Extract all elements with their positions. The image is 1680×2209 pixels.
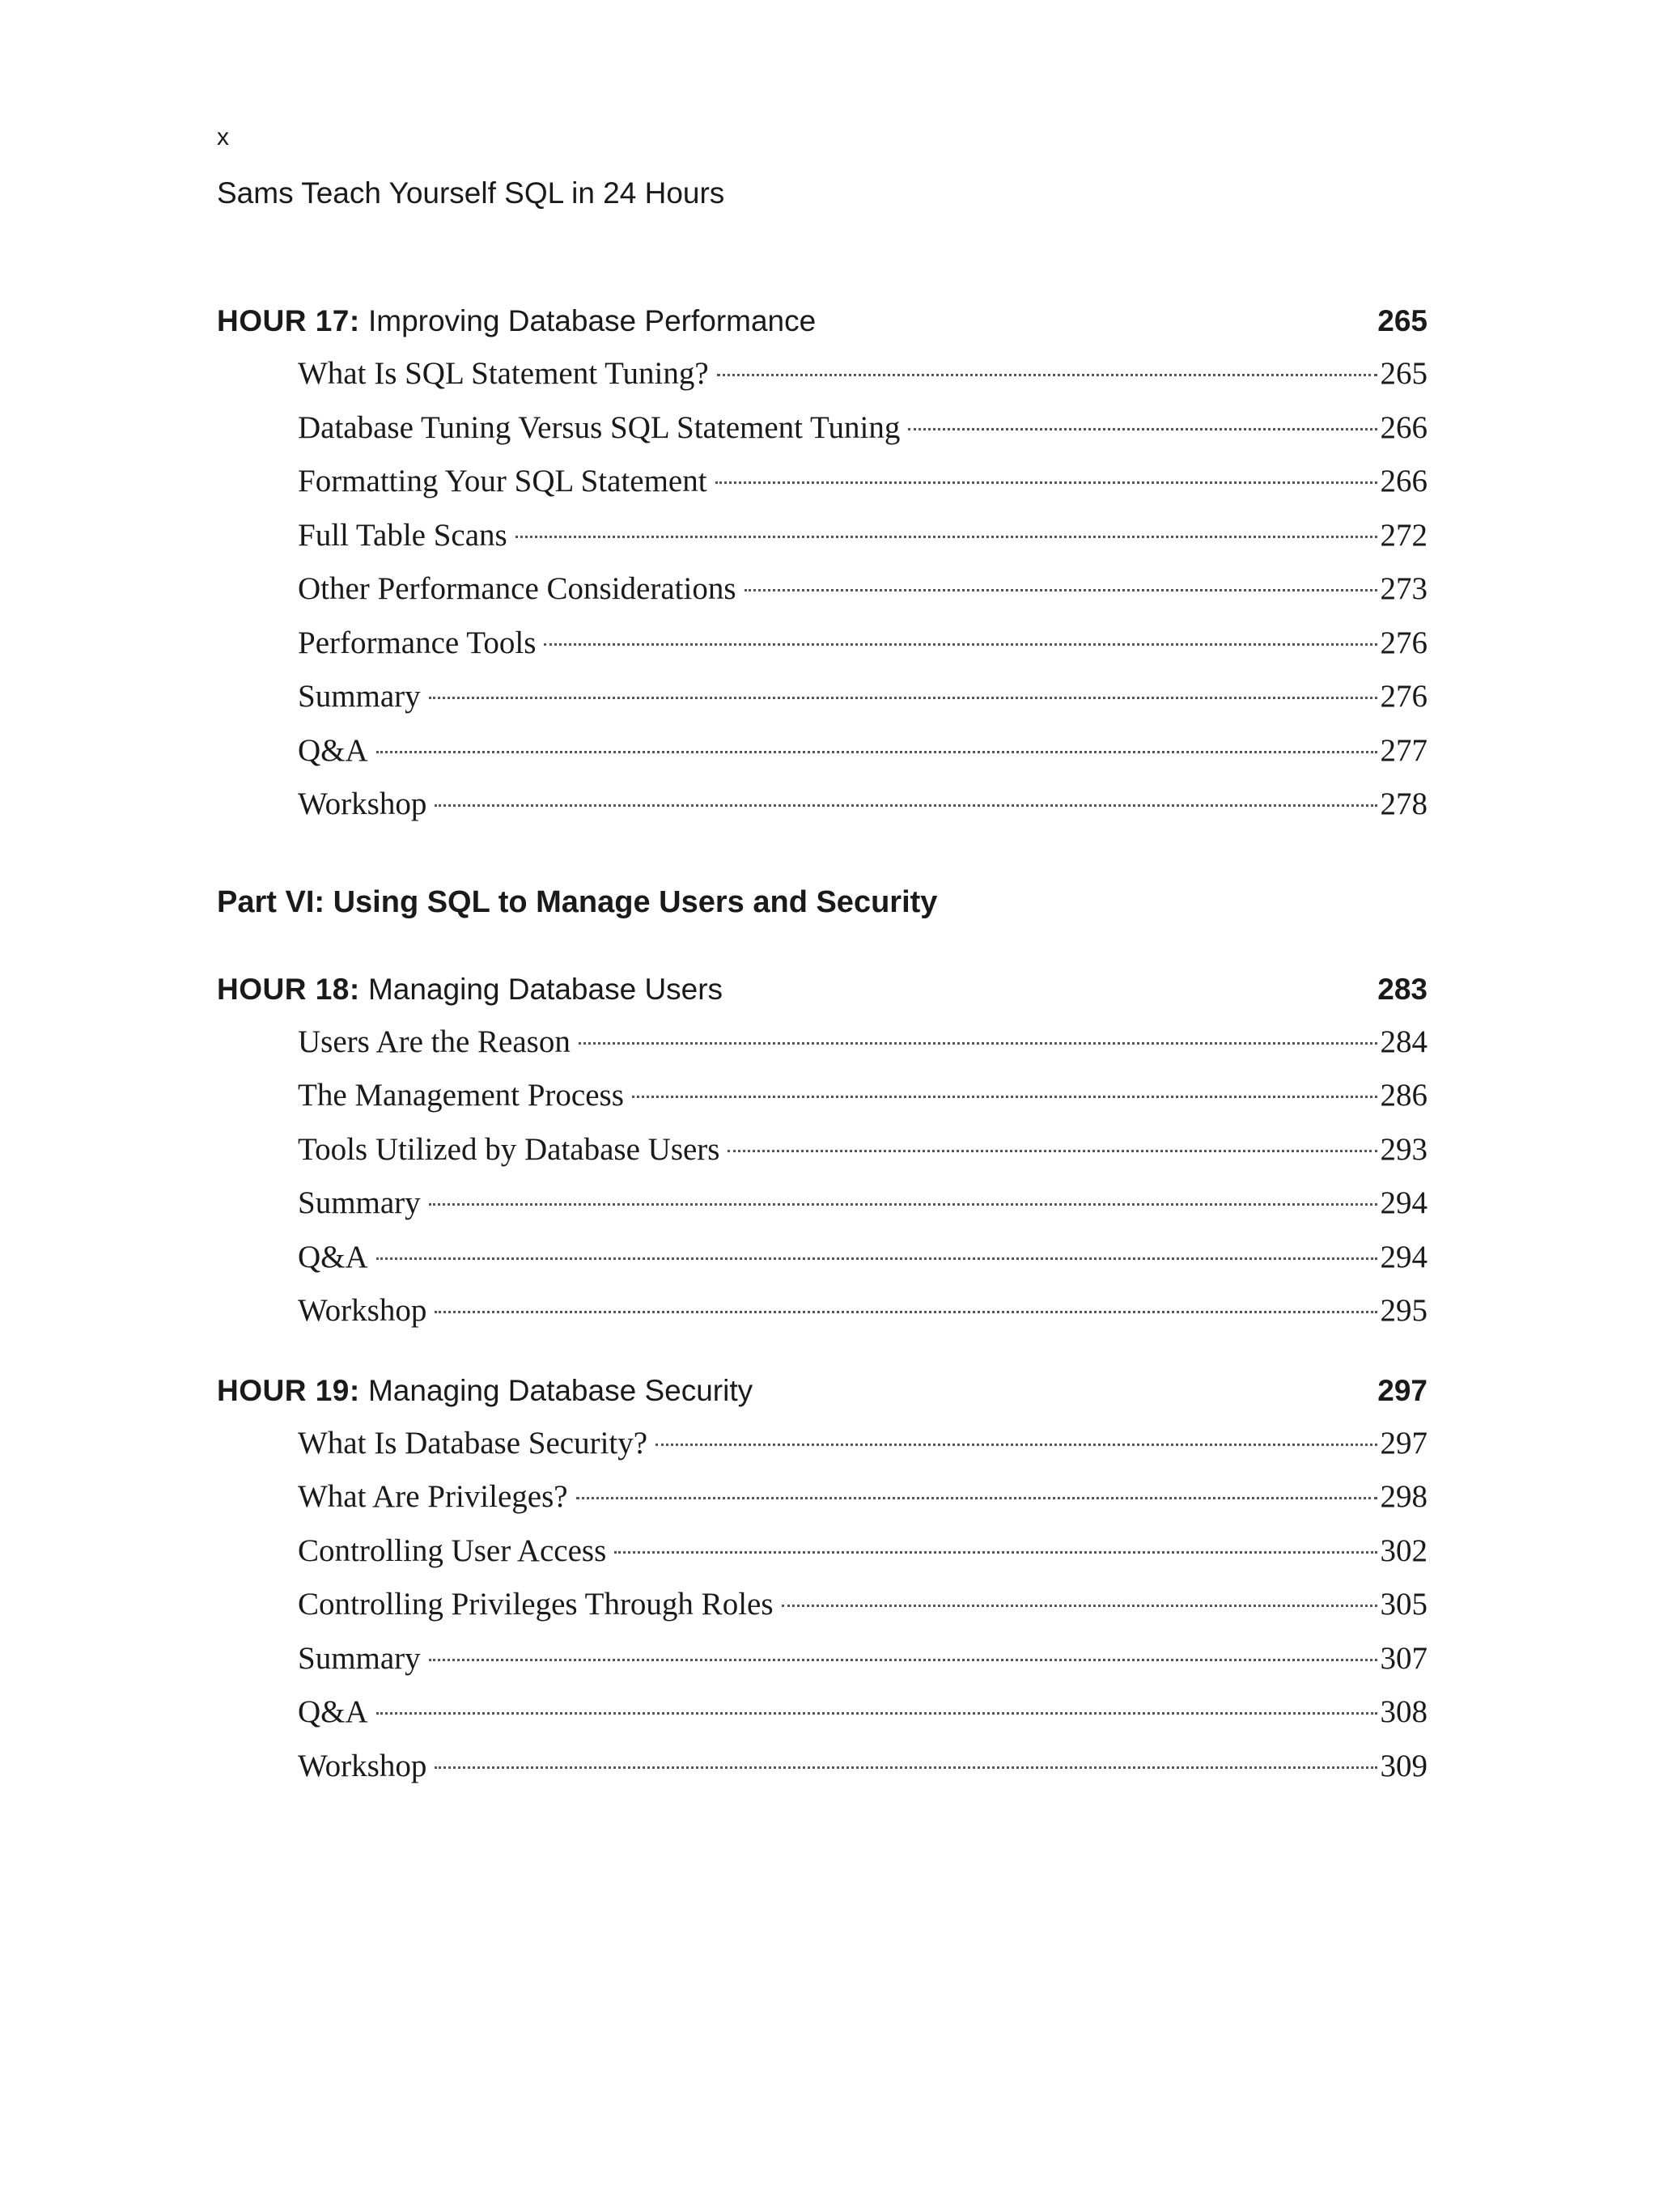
toc-entry-page: 286 (1380, 1078, 1428, 1113)
toc-entry (217, 1740, 1428, 1794)
toc-entry-page: 276 (1380, 679, 1428, 714)
table-of-contents (217, 295, 1428, 1793)
toc-entry-page: 266 (1380, 409, 1428, 445)
toc-entry-page: 277 (1380, 732, 1428, 768)
hour-18-heading (217, 964, 1428, 1015)
hour-17-entries (217, 347, 1428, 832)
toc-entry-page: 309 (1380, 1748, 1428, 1783)
toc-entry-title: Database Tuning Versus SQL Statement Tuning (298, 409, 901, 445)
toc-entry-page: 276 (1380, 625, 1428, 660)
toc-entry (217, 347, 1428, 401)
toc-entry-page: 284 (1380, 1024, 1428, 1059)
dot-leader (429, 697, 1377, 699)
toc-entry (217, 1069, 1428, 1123)
dot-leader (782, 1605, 1377, 1607)
toc-entry-page: 295 (1380, 1293, 1428, 1328)
part-6-heading: Part VI: Using SQL to Manage Users and Security (217, 884, 938, 919)
dot-leader (717, 374, 1377, 376)
toc-entry-title: Users Are the Reason (298, 1024, 571, 1059)
toc-entry (217, 1123, 1428, 1177)
toc-entry-title: What Are Privileges? (298, 1479, 568, 1514)
toc-entry-title: Other Performance Considerations (298, 571, 736, 606)
toc-entry-page: 294 (1380, 1185, 1428, 1220)
toc-entry-title: Summary (298, 679, 421, 714)
hour-19-prefix: HOUR 19: (217, 1373, 360, 1407)
toc-entry-page: 293 (1380, 1131, 1428, 1167)
hour-17-title: Improving Database Performance (367, 304, 817, 337)
toc-entry (217, 1685, 1428, 1740)
toc-entry-title: Q&A (298, 1694, 368, 1729)
toc-entry-page: 273 (1380, 571, 1428, 606)
toc-entry-page: 278 (1380, 787, 1428, 821)
hour-19-entries (217, 1417, 1428, 1794)
toc-entry (217, 455, 1428, 509)
hour-19-title: Managing Database Security (367, 1373, 753, 1407)
dot-leader (655, 1444, 1377, 1446)
hour-18-title: Managing Database Users (367, 972, 723, 1006)
toc-entry (217, 1284, 1428, 1338)
toc-entry-title: Controlling Privileges Through Roles (298, 1587, 774, 1622)
toc-entry (217, 724, 1428, 778)
toc-entry-title: Summary (298, 1640, 421, 1676)
toc-entry-title: Tools Utilized by Database Users (298, 1131, 720, 1167)
toc-entry (217, 1231, 1428, 1285)
hour-17-heading (217, 295, 1428, 347)
toc-entry (217, 1470, 1428, 1524)
toc-entry-page: 305 (1380, 1587, 1428, 1622)
dot-leader (579, 1042, 1377, 1045)
toc-entry (217, 1632, 1428, 1686)
toc-entry-page: 308 (1380, 1694, 1428, 1729)
dot-leader (435, 1311, 1377, 1313)
toc-entry (217, 509, 1428, 563)
dot-leader (376, 1257, 1377, 1260)
toc-entry-page: 297 (1380, 1425, 1428, 1461)
hour-17-label (217, 295, 816, 347)
toc-entry (217, 1177, 1428, 1231)
hour-18-prefix: HOUR 18: (217, 972, 360, 1006)
toc-entry-page: 294 (1380, 1239, 1428, 1274)
toc-entry-title: What Is Database Security? (298, 1425, 648, 1461)
toc-entry (217, 617, 1428, 671)
hour-18-label (217, 964, 723, 1015)
hour-18-entries (217, 1015, 1428, 1338)
toc-entry (217, 778, 1428, 832)
dot-leader (515, 536, 1377, 538)
dot-leader (376, 1712, 1377, 1715)
toc-entry (217, 1578, 1428, 1632)
hour-19-heading (217, 1365, 1428, 1417)
toc-entry (217, 401, 1428, 456)
dot-leader (435, 1766, 1377, 1769)
toc-entry (217, 1524, 1428, 1579)
dot-leader (715, 481, 1377, 484)
hour-19-page: 297 (1377, 1373, 1428, 1407)
toc-entry (217, 1417, 1428, 1471)
toc-entry-title: Full Table Scans (298, 517, 507, 553)
toc-entry-page: 266 (1380, 464, 1428, 498)
toc-entry-page: 265 (1380, 356, 1428, 391)
dot-leader (728, 1150, 1377, 1152)
book-title: Sams Teach Yourself SQL in 24 Hours (217, 176, 725, 210)
dot-leader (376, 751, 1377, 753)
toc-entry-page: 307 (1380, 1640, 1428, 1676)
dot-leader (632, 1096, 1377, 1098)
hour-18-page: 283 (1377, 972, 1428, 1006)
dot-leader (544, 643, 1377, 646)
toc-entry-page: 302 (1380, 1533, 1428, 1568)
page-number: x (217, 124, 229, 151)
hour-17-page: 265 (1377, 304, 1428, 337)
dot-leader (435, 804, 1377, 807)
toc-entry (217, 670, 1428, 724)
toc-entry (217, 1015, 1428, 1070)
hour-19-label (217, 1365, 753, 1417)
dot-leader (429, 1203, 1377, 1206)
toc-entry-page: 298 (1380, 1479, 1428, 1514)
hour-17-prefix: HOUR 17: (217, 304, 360, 337)
toc-entry-title: Q&A (298, 1239, 368, 1274)
toc-entry (217, 562, 1428, 617)
toc-entry-title: Controlling User Access (298, 1533, 607, 1568)
dot-leader (614, 1551, 1377, 1554)
toc-entry-title: Workshop (298, 1748, 427, 1783)
toc-entry-title: What Is SQL Statement Tuning? (298, 356, 709, 391)
toc-entry-title: Formatting Your SQL Statement (298, 464, 707, 498)
toc-entry-page: 272 (1380, 517, 1428, 553)
toc-entry-title: The Management Process (298, 1078, 624, 1113)
toc-entry-title: Performance Tools (298, 625, 537, 660)
toc-entry-title: Summary (298, 1185, 421, 1220)
toc-entry-title: Workshop (298, 787, 427, 821)
dot-leader (745, 589, 1377, 591)
toc-entry-title: Workshop (298, 1293, 427, 1328)
toc-entry-title: Q&A (298, 732, 368, 768)
dot-leader (576, 1497, 1377, 1499)
dot-leader (429, 1659, 1377, 1661)
dot-leader (908, 428, 1377, 430)
